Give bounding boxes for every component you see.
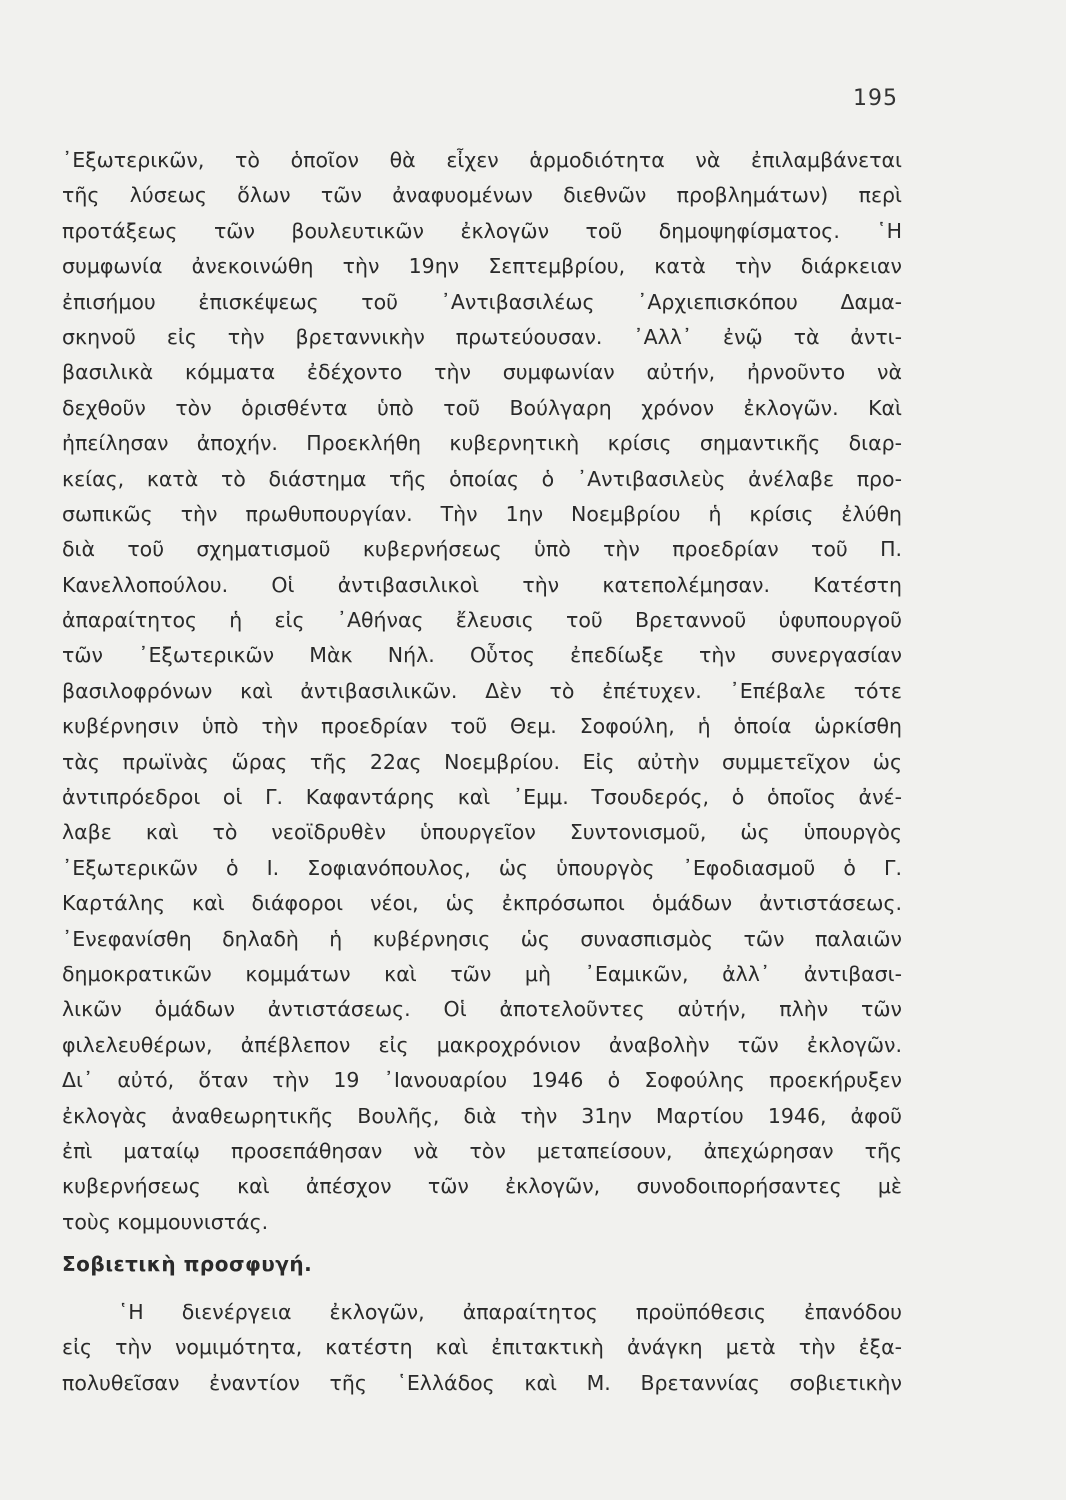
text-line: ῾Η διενέργεια ἐκλογῶν, ἀπαραίτητος προϋπόθεσις ἐπανόδου (118, 1300, 902, 1324)
section-heading: Σοβιετικὴ προσφυγή. (62, 1252, 313, 1276)
paragraph-1 (62, 143, 902, 1240)
text-line: ᾿Ενεφανίσθη δηλαδὴ ἡ κυβέρνησις ὡς συνασπισμὸς τῶν παλαιῶν (62, 926, 902, 951)
text-line: ἀπαραίτητος ἡ εἰς ᾿Αθήνας ἔλευσις τοῦ Βρεταννοῦ ὑφυπουργοῦ (62, 608, 902, 633)
text-line: Δι᾿ αὐτό, ὅταν τὴν 19 ᾿Ιανουαρίου 1946 ὁ Σοφούλης προεκήρυξεν (62, 1068, 902, 1093)
text-line: Καρτάλης καὶ διάφοροι νέοι, ὡς ἐκπρόσωποι ὁμάδων ἀντιστάσεως. (62, 891, 902, 916)
text-line: σκηνοῦ εἰς τὴν βρεταννικὴν πρωτεύουσαν. ᾿Αλλ᾿ ἐνῷ τὰ ἀντι- (62, 324, 902, 349)
text-line: πολυθεῖσαν ἐναντίον τῆς ῾Ελλάδος καὶ Μ. Βρεταννίας σοβιετικὴν (62, 1370, 902, 1395)
text-line: κυβερνήσεως καὶ ἀπέσχον τῶν ἐκλογῶν, συνοδοιπορήσαντες μὲ (62, 1174, 902, 1199)
text-line: ᾿Εξωτερικῶν, τὸ ὁποῖον θὰ εἶχεν ἁρμοδιότητα νὰ ἐπιλαμβάνεται (62, 148, 902, 172)
text-line: βασιλοφρόνων καὶ ἀντιβασιλικῶν. Δὲν τὸ ἐπέτυχεν. ᾿Επέβαλε τότε (62, 678, 902, 703)
text-line: λικῶν ὁμάδων ἀντιστάσεως. Οἱ ἀποτελοῦντες αὐτήν, πλὴν τῶν (62, 997, 902, 1022)
text-line: ἐπὶ ματαίῳ προσεπάθησαν νὰ τὸν μεταπείσουν, ἀπεχώρησαν τῆς (62, 1138, 902, 1163)
paragraph-2 (62, 1295, 902, 1401)
text-line: σωπικῶς τὴν πρωθυπουργίαν. Τὴν 1ην Νοεμβρίου ἡ κρίσις ἐλύθη (62, 501, 902, 526)
text-line: κυβέρνησιν ὑπὸ τὴν προεδρίαν τοῦ Θεμ. Σοφούλη, ἡ ὁποία ὡρκίσθη (62, 714, 902, 739)
text-line: προτάξεως τῶν βουλευτικῶν ἐκλογῶν τοῦ δημοψηφίσματος. ῾Η (62, 218, 902, 243)
text-line: ἀντιπρόεδροι οἱ Γ. Καφαντάρης καὶ ᾿Εμμ. Τσουδερός, ὁ ὁποῖος ἀνέ- (62, 785, 902, 810)
text-line: δημοκρατικῶν κομμάτων καὶ τῶν μὴ ᾿Εαμικῶν, ἀλλ᾿ ἀντιβασι- (62, 961, 902, 986)
text-line: κείας, κατὰ τὸ διάστημα τῆς ὁποίας ὁ ᾿Αντιβασιλεὺς ἀνέλαβε προ- (62, 466, 902, 491)
text-line: τῶν ᾿Εξωτερικῶν Μὰκ Νήλ. Οὗτος ἐπεδίωξε τὴν συνεργασίαν (62, 643, 902, 668)
text-line: δεχθοῦν τὸν ὁρισθέντα ὑπὸ τοῦ Βούλγαρη χρόνον ἐκλογῶν. Καὶ (62, 395, 902, 420)
text-line: τοὺς κομμουνιστάς. (62, 1209, 269, 1234)
text-line: τὰς πρωϊνὰς ὥρας τῆς 22ας Νοεμβρίου. Εἰς αὐτὴν συμμετεῖχον ὡς (62, 749, 902, 774)
text-line: Κανελλοπούλου. Οἱ ἀντιβασιλικοὶ τὴν κατεπολέμησαν. Κατέστη (62, 572, 902, 597)
text-line: ἐκλογὰς ἀναθεωρητικῆς Βουλῆς, διὰ τὴν 31ην Μαρτίου 1946, ἀφοῦ (62, 1103, 902, 1128)
text-line: διὰ τοῦ σχηματισμοῦ κυβερνήσεως ὑπὸ τὴν προεδρίαν τοῦ Π. (62, 537, 902, 562)
text-line: ἐπισήμου ἐπισκέψεως τοῦ ᾿Αντιβασιλέως ᾿Αρχιεπισκόπου Δαμα- (62, 289, 902, 314)
text-line: λαβε καὶ τὸ νεοϊδρυθὲν ὑπουργεῖον Συντονισμοῦ, ὡς ὑπουργὸς (62, 820, 902, 845)
text-line: τῆς λύσεως ὅλων τῶν ἀναφυομένων διεθνῶν προβλημάτων) περὶ (62, 183, 902, 208)
text-line: εἰς τὴν νομιμότητα, κατέστη καὶ ἐπιτακτικὴ ἀνάγκη μετὰ τὴν ἐξα- (62, 1335, 902, 1360)
text-line: συμφωνία ἀνεκοινώθη τὴν 19ην Σεπτεμβρίου, κατὰ τὴν διάρκειαν (62, 254, 902, 279)
text-line: φιλελευθέρων, ἀπέβλεπον εἰς μακροχρόνιον ἀναβολὴν τῶν ἐκλογῶν. (62, 1032, 902, 1057)
text-line: ᾿Εξωτερικῶν ὁ Ι. Σοφιανόπουλος, ὡς ὑπουργὸς ᾿Εφοδιασμοῦ ὁ Γ. (62, 855, 902, 880)
text-line: βασιλικὰ κόμματα ἐδέχοντο τὴν συμφωνίαν αὐτήν, ἠρνοῦντο νὰ (62, 360, 902, 385)
page-number: 195 (853, 86, 898, 111)
text-line: ἠπείλησαν ἀποχήν. Προεκλήθη κυβερνητικὴ κρίσις σημαντικῆς διαρ- (62, 431, 902, 456)
